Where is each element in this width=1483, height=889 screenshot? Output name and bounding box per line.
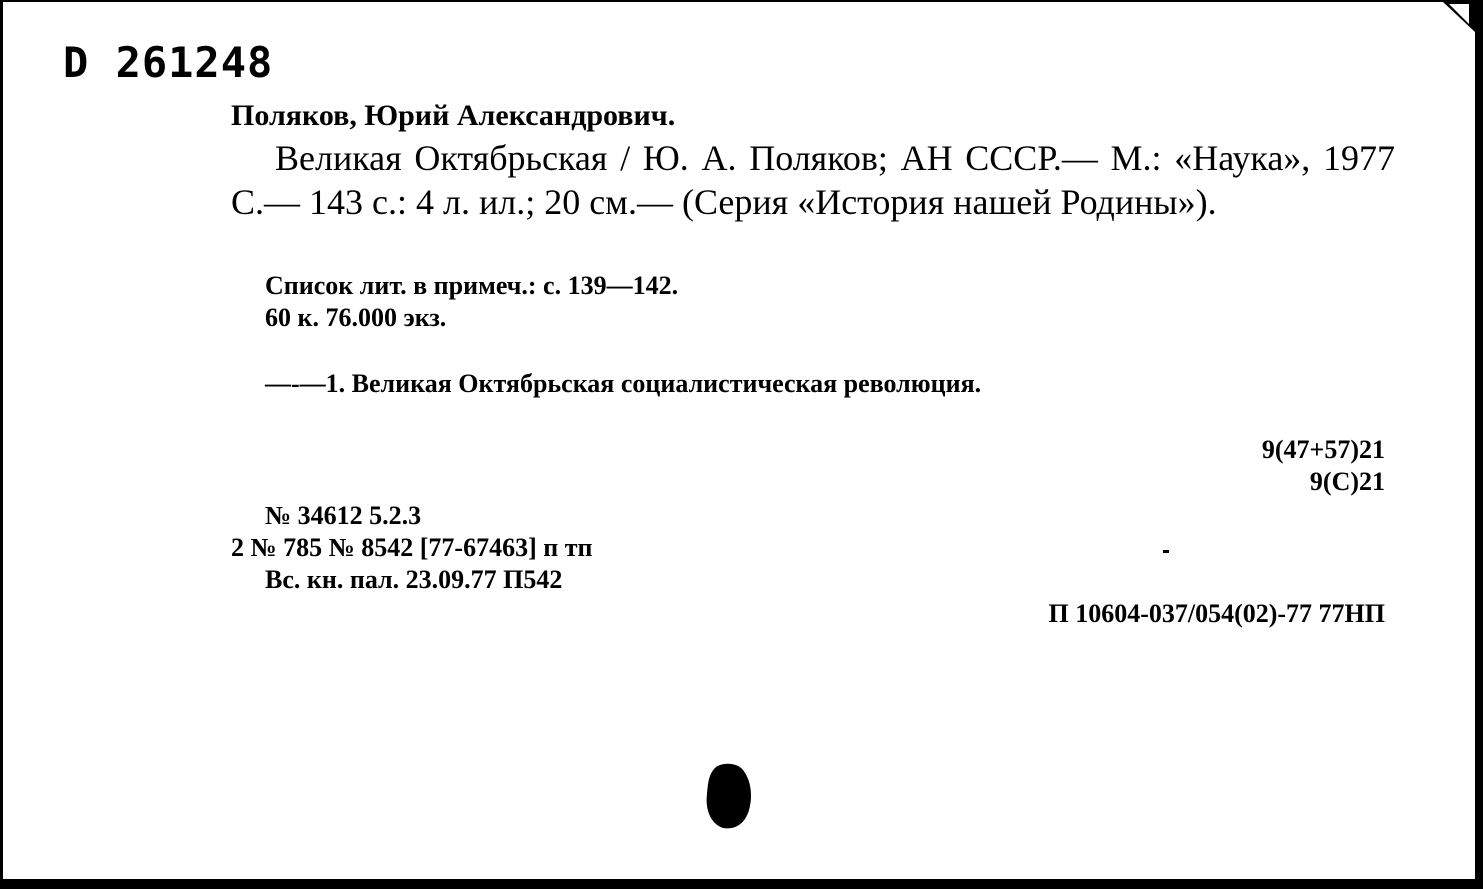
classification-index: 9(С)21: [1309, 467, 1385, 496]
corner-scan-mark: [1435, 2, 1475, 42]
classification-index: 9(47+57)21: [1261, 435, 1385, 464]
price-print-run: 60 к. 76.000 экз.: [265, 303, 447, 332]
bbk-code: П 10604-037/054(02)-77 77НП: [1048, 599, 1385, 628]
bibliography-note: Список лит. в примеч.: с. 139—142.: [265, 271, 679, 300]
author-heading: Поляков, Юрий Александрович.: [231, 99, 676, 132]
accession-number: D 261248: [63, 38, 274, 87]
punch-hole-icon: [705, 762, 753, 830]
order-number: № 34612 5.2.3: [265, 501, 422, 530]
registry-numbers: 2 № 785 № 8542 [77-67463] п тп: [231, 533, 593, 562]
book-chamber-info: Вс. кн. пал. 23.09.77 П542: [265, 565, 563, 594]
subject-heading: —-—1. Великая Октябрьская социалистическая революция.: [265, 369, 982, 398]
title-description: Великая Октябрьская / Ю. А. Поляков; АН СССР.— М.: «Наука», 1977 С.— 143 с.: 4 л. ил.; 20 см.— (Серия «История нашей Родины»).: [231, 138, 1395, 222]
ink-speck: [1163, 550, 1169, 553]
